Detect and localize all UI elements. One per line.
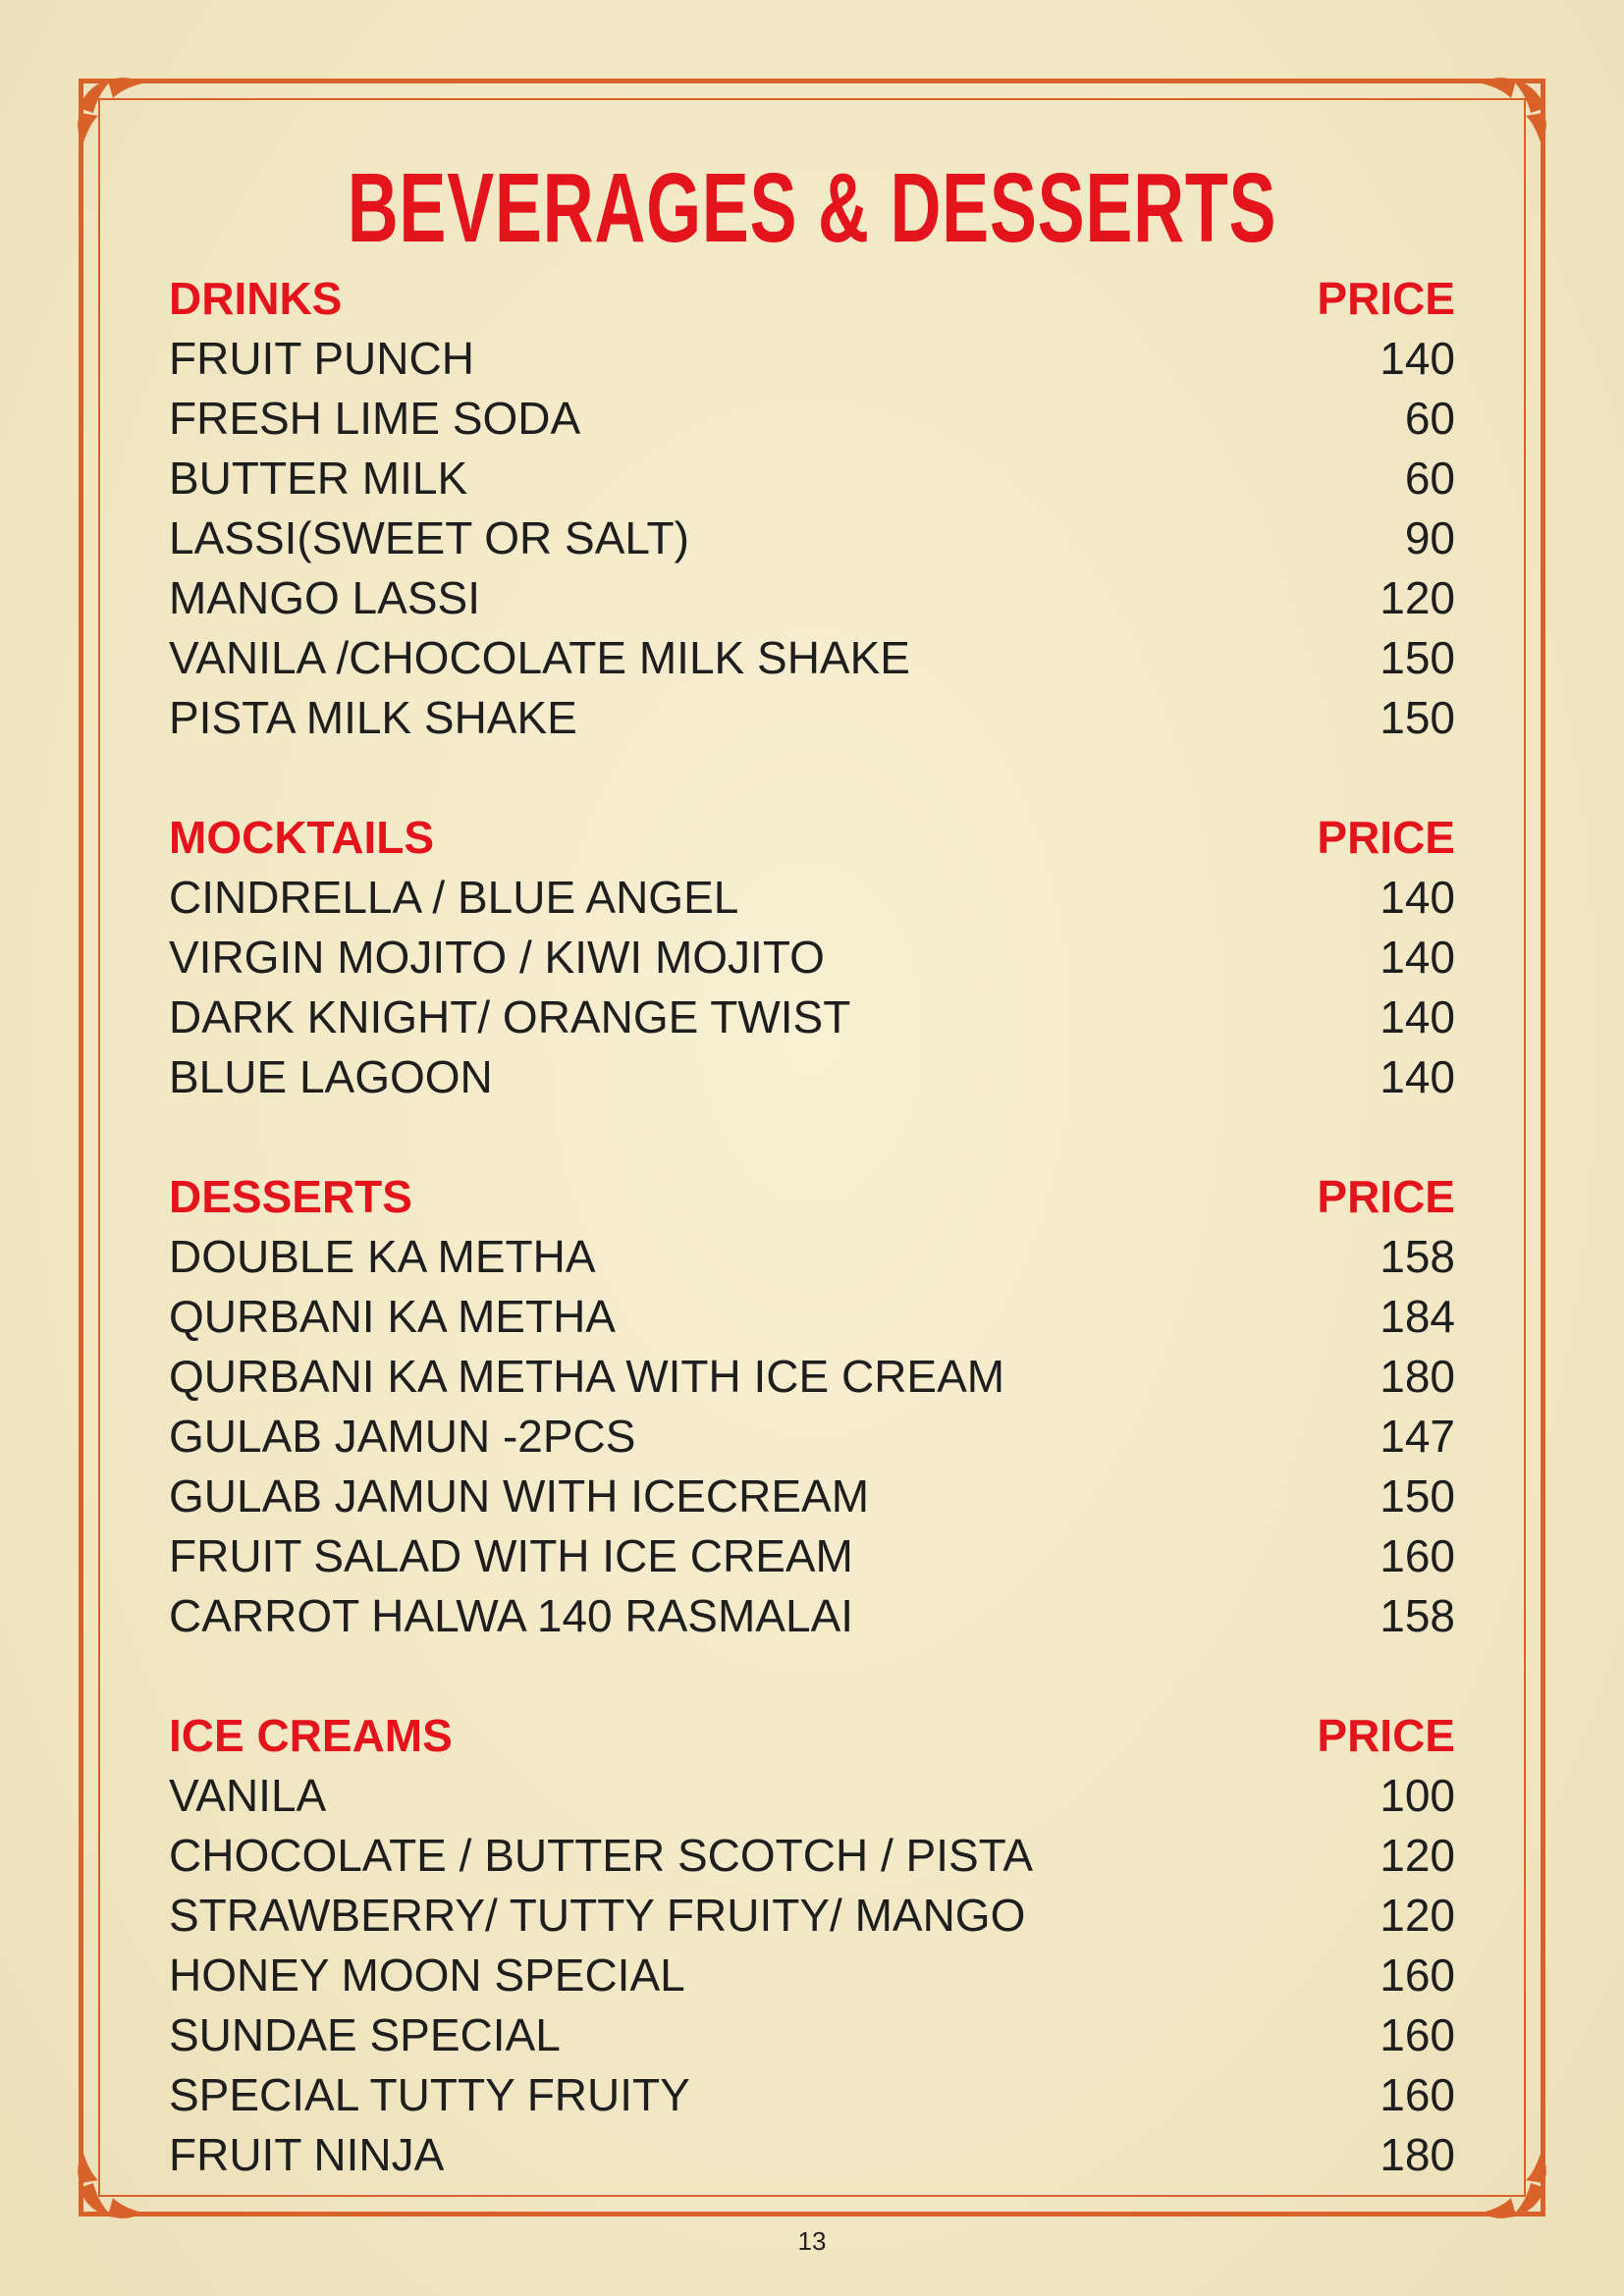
- menu-item-name: CHOCOLATE / BUTTER SCOTCH / PISTA: [169, 1830, 1034, 1881]
- price-column-label: PRICE: [1317, 273, 1455, 324]
- menu-section: [169, 1167, 1455, 1646]
- menu-item-name: QURBANI KA METHA WITH ICE CREAM: [169, 1351, 1005, 1402]
- menu-item: [169, 1467, 1455, 1526]
- menu-item-name: CINDRELLA / BLUE ANGEL: [169, 872, 739, 923]
- section-header: [169, 269, 1455, 329]
- section-header: [169, 1167, 1455, 1227]
- menu-item-name: BUTTER MILK: [169, 453, 468, 504]
- menu-item-price: 160: [1380, 1949, 1455, 2001]
- menu-item: [169, 568, 1455, 628]
- menu-section: [169, 1706, 1455, 2185]
- menu-item-price: 184: [1380, 1291, 1455, 1342]
- page-title: BEVERAGES & DESSERTS: [347, 153, 1277, 263]
- menu-item-price: 90: [1404, 512, 1455, 563]
- menu-item-name: PISTA MILK SHAKE: [169, 692, 577, 743]
- menu-item-price: 150: [1380, 692, 1455, 743]
- menu-list: [169, 269, 1455, 2185]
- menu-item-name: FRUIT SALAD WITH ICE CREAM: [169, 1530, 853, 1581]
- menu-item-price: 150: [1380, 632, 1455, 683]
- menu-item-name: BLUE LAGOON: [169, 1051, 493, 1102]
- menu-item-name: SUNDAE SPECIAL: [169, 2009, 561, 2060]
- menu-item-name: VIRGIN MOJITO / KIWI MOJITO: [169, 932, 825, 983]
- menu-item: [169, 1227, 1455, 1287]
- menu-item: [169, 628, 1455, 688]
- menu-item: [169, 1287, 1455, 1347]
- menu-item: [169, 1886, 1455, 1946]
- menu-item-name: FRUIT NINJA: [169, 2129, 445, 2180]
- menu-item: [169, 868, 1455, 928]
- leaf-ornament-icon: [69, 2139, 157, 2227]
- menu-item-price: 160: [1380, 1530, 1455, 1581]
- menu-item-name: VANILA /CHOCOLATE MILK SHAKE: [169, 632, 910, 683]
- leaf-ornament-icon: [1467, 2139, 1555, 2227]
- leaf-ornament-icon: [1467, 69, 1555, 157]
- leaf-ornament-icon: [69, 69, 157, 157]
- menu-item: [169, 2065, 1455, 2125]
- price-column-label: PRICE: [1317, 1710, 1455, 1761]
- menu-item-name: QURBANI KA METHA: [169, 1291, 616, 1342]
- menu-item-price: 60: [1404, 393, 1455, 444]
- menu-item-name: GULAB JAMUN -2PCS: [169, 1411, 636, 1462]
- menu-item-price: 120: [1380, 1830, 1455, 1881]
- section-title: ICE CREAMS: [169, 1710, 453, 1761]
- menu-item-price: 140: [1380, 932, 1455, 983]
- menu-item-price: 120: [1380, 572, 1455, 623]
- menu-item-price: 158: [1380, 1231, 1455, 1282]
- page-number: 13: [797, 2226, 827, 2256]
- section-header: [169, 808, 1455, 868]
- menu-item: [169, 508, 1455, 568]
- menu-item-price: 100: [1380, 1770, 1455, 1821]
- menu-item: [169, 928, 1455, 988]
- section-title: DESSERTS: [169, 1171, 412, 1222]
- menu-item: [169, 688, 1455, 748]
- menu-item-name: DARK KNIGHT/ ORANGE TWIST: [169, 991, 851, 1042]
- menu-item: [169, 1047, 1455, 1107]
- menu-item-name: VANILA: [169, 1770, 327, 1821]
- section-title: MOCKTAILS: [169, 812, 435, 863]
- menu-section: [169, 808, 1455, 1107]
- menu-item-price: 120: [1380, 1890, 1455, 1941]
- menu-item: [169, 1407, 1455, 1467]
- menu-item: [169, 1766, 1455, 1826]
- menu-item: [169, 2005, 1455, 2065]
- menu-item: [169, 988, 1455, 1047]
- menu-item: [169, 1526, 1455, 1586]
- menu-item-price: 180: [1380, 2129, 1455, 2180]
- menu-item-price: 160: [1380, 2009, 1455, 2060]
- menu-item-price: 60: [1404, 453, 1455, 504]
- menu-item: [169, 389, 1455, 449]
- menu-item-name: FRUIT PUNCH: [169, 333, 474, 384]
- menu-item: [169, 329, 1455, 389]
- menu-item-name: LASSI(SWEET OR SALT): [169, 512, 689, 563]
- menu-item: [169, 1347, 1455, 1407]
- menu-item: [169, 1946, 1455, 2005]
- price-column-label: PRICE: [1317, 812, 1455, 863]
- menu-item-name: SPECIAL TUTTY FRUITY: [169, 2069, 690, 2120]
- menu-item-price: 140: [1380, 1051, 1455, 1102]
- menu-item-name: GULAB JAMUN WITH ICECREAM: [169, 1470, 870, 1522]
- menu-item-price: 180: [1380, 1351, 1455, 1402]
- menu-item-price: 150: [1380, 1470, 1455, 1522]
- menu-item-name: MANGO LASSI: [169, 572, 480, 623]
- menu-item: [169, 1826, 1455, 1886]
- menu-item: [169, 1586, 1455, 1646]
- menu-item-price: 140: [1380, 333, 1455, 384]
- menu-item-price: 160: [1380, 2069, 1455, 2120]
- menu-item-price: 147: [1380, 1411, 1455, 1462]
- price-column-label: PRICE: [1317, 1171, 1455, 1222]
- menu-item-name: FRESH LIME SODA: [169, 393, 581, 444]
- menu-item: [169, 449, 1455, 508]
- menu-item-price: 140: [1380, 872, 1455, 923]
- menu-section: [169, 269, 1455, 748]
- menu-item-price: 158: [1380, 1590, 1455, 1641]
- section-title: DRINKS: [169, 273, 343, 324]
- menu-item: [169, 2125, 1455, 2185]
- menu-item-name: CARROT HALWA 140 RASMALAI: [169, 1590, 854, 1641]
- menu-item-name: DOUBLE KA METHA: [169, 1231, 596, 1282]
- menu-item-price: 140: [1380, 991, 1455, 1042]
- section-header: [169, 1706, 1455, 1766]
- menu-item-name: HONEY MOON SPECIAL: [169, 1949, 685, 2001]
- menu-item-name: STRAWBERRY/ TUTTY FRUITY/ MANGO: [169, 1890, 1026, 1941]
